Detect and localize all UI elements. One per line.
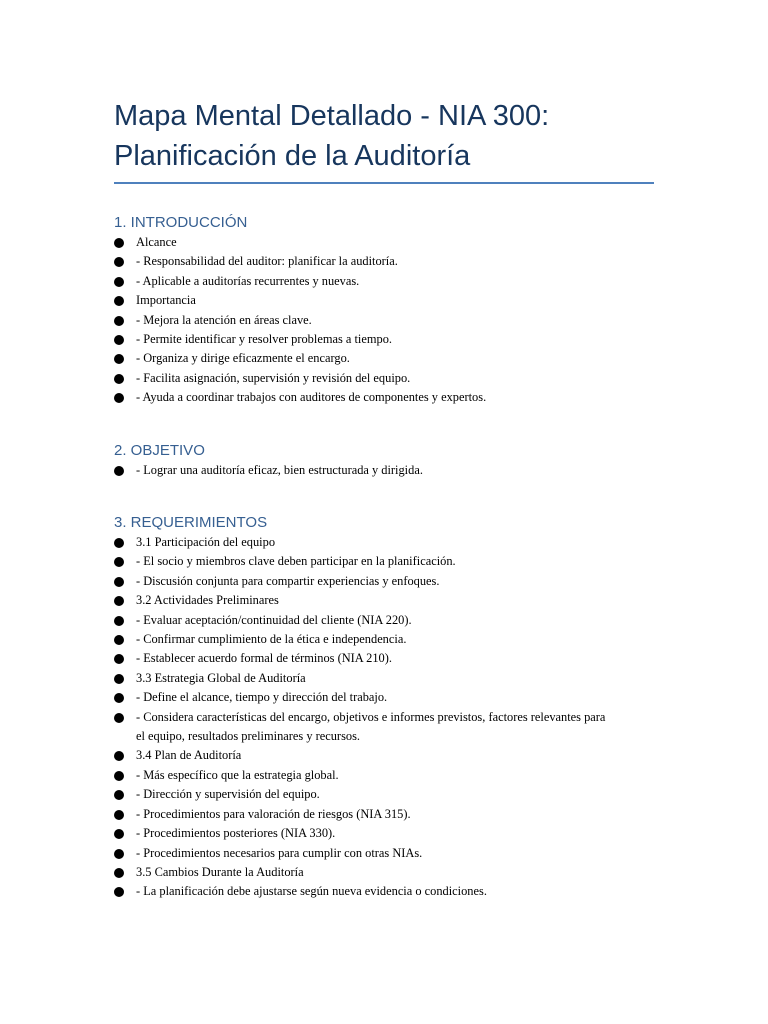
list-item-text: - Permite identificar y resolver problemas a tiempo. — [136, 332, 392, 347]
list-item-text: Importancia — [136, 293, 196, 308]
list-item — [114, 252, 606, 271]
list-item-text: 3.5 Cambios Durante la Auditoría — [136, 864, 304, 879]
list-item — [114, 272, 606, 291]
document-title — [114, 96, 654, 176]
list-item-text: - Establecer acuerdo formal de términos (NIA 210). — [136, 651, 392, 666]
title-line-1: Mapa Mental Detallado - NIA 300: — [114, 100, 550, 132]
list-item-text: 3.2 Actividades Preliminares — [136, 593, 279, 608]
list-item-text: - El socio y miembros clave deben participar en la planificación. — [136, 554, 456, 569]
bullet-list — [114, 233, 606, 408]
list-item — [114, 311, 606, 330]
list-item-text: - Dirección y supervisión del equipo. — [136, 787, 320, 802]
bullet-icon — [114, 316, 124, 326]
list-item-text: 3.1 Participación del equipo — [136, 535, 276, 549]
section-heading: 2. OBJETIVO — [114, 442, 205, 459]
bullet-icon — [114, 849, 124, 859]
bullet-icon — [114, 374, 124, 384]
list-item — [114, 649, 606, 668]
list-item-text: Alcance — [136, 235, 177, 249]
bullet-icon — [114, 790, 124, 800]
list-item — [114, 824, 606, 843]
bullet-icon — [114, 616, 124, 626]
list-item-text: - Define el alcance, tiempo y dirección del trabajo. — [136, 690, 388, 705]
list-item — [114, 591, 606, 610]
bullet-icon — [114, 277, 124, 287]
list-item-text: - Lograr una auditoría eficaz, bien estructurada y dirigida. — [136, 463, 423, 477]
list-item — [114, 349, 606, 368]
bullet-icon — [114, 335, 124, 345]
list-item — [114, 461, 606, 480]
bullet-icon — [114, 238, 124, 248]
bullet-icon — [114, 751, 124, 761]
list-item-text: - Procedimientos posteriores (NIA 330). — [136, 826, 336, 841]
bullet-icon — [114, 868, 124, 878]
title-underline — [114, 182, 654, 184]
list-item — [114, 805, 606, 824]
list-item — [114, 611, 606, 630]
list-item — [114, 766, 606, 785]
list-item — [114, 708, 606, 747]
section-heading: 3. REQUERIMIENTOS — [114, 514, 268, 531]
bullet-icon — [114, 257, 124, 267]
list-item-text: 3.4 Plan de Auditoría — [136, 748, 242, 763]
list-item — [114, 669, 606, 688]
list-item — [114, 863, 606, 882]
list-item-text: - Organiza y dirige eficazmente el encargo. — [136, 351, 350, 366]
list-item-text: - Evaluar aceptación/continuidad del cliente (NIA 220). — [136, 612, 412, 627]
list-item-text: - Confirmar cumplimiento de la ética e independencia. — [136, 632, 407, 647]
document-page — [114, 0, 654, 899]
list-item-text: - Procedimientos para valoración de riesgos (NIA 315). — [136, 806, 411, 821]
bullet-icon — [114, 829, 124, 839]
section-heading: 1. INTRODUCCIÓN — [114, 214, 248, 231]
bullet-list — [114, 533, 606, 902]
list-item-text: - Facilita asignación, supervisión y revisión del equipo. — [136, 370, 411, 385]
list-item — [114, 844, 606, 863]
section-requerimientos — [114, 513, 606, 902]
section-introduccion — [114, 213, 606, 408]
bullet-icon — [114, 635, 124, 645]
list-item — [114, 533, 606, 552]
bullet-icon — [114, 296, 124, 306]
list-item-text: - Ayuda a coordinar trabajos con auditores de componentes y expertos. — [136, 390, 487, 405]
list-item — [114, 552, 606, 571]
bullet-icon — [114, 654, 124, 664]
list-item — [114, 746, 606, 765]
bullet-icon — [114, 577, 124, 587]
bullet-icon — [114, 713, 124, 723]
list-item-text: - Discusión conjunta para compartir experiencias y enfoques. — [136, 573, 440, 588]
list-item-text: 3.3 Estrategia Global de Auditoría — [136, 670, 306, 685]
list-item-text: - Más específico que la estrategia global. — [136, 767, 339, 782]
list-item — [114, 388, 606, 407]
list-item-text: - Aplicable a auditorías recurrentes y nuevas. — [136, 273, 360, 288]
bullet-icon — [114, 466, 124, 476]
list-item-text: - Procedimientos necesarios para cumplir con otras NIAs. — [136, 845, 423, 860]
bullet-icon — [114, 674, 124, 684]
list-item — [114, 785, 606, 804]
list-item — [114, 572, 606, 591]
list-item — [114, 291, 606, 310]
bullet-icon — [114, 693, 124, 703]
list-item-text: - Considera características del encargo, objetivos e informes previstos, factores relevantes para el equipo, resultados preliminares y recursos. — [136, 709, 606, 744]
list-item — [114, 330, 606, 349]
list-item — [114, 369, 606, 388]
list-item-text: - Mejora la atención en áreas clave. — [136, 312, 312, 327]
bullet-icon — [114, 771, 124, 781]
bullet-icon — [114, 810, 124, 820]
bullet-list — [114, 461, 606, 480]
title-line-2: Planificación de la Auditoría — [114, 140, 471, 172]
list-item — [114, 233, 606, 252]
bullet-icon — [114, 354, 124, 364]
bullet-icon — [114, 538, 124, 548]
list-item-text: - La planificación debe ajustarse según nueva evidencia o condiciones. — [136, 884, 487, 899]
list-item — [114, 630, 606, 649]
list-item — [114, 882, 606, 901]
section-objetivo — [114, 441, 606, 480]
bullet-icon — [114, 557, 124, 567]
list-item-text: - Responsabilidad del auditor: planificar la auditoría. — [136, 254, 398, 269]
bullet-icon — [114, 393, 124, 403]
bullet-icon — [114, 887, 124, 897]
bullet-icon — [114, 596, 124, 606]
list-item — [114, 688, 606, 707]
